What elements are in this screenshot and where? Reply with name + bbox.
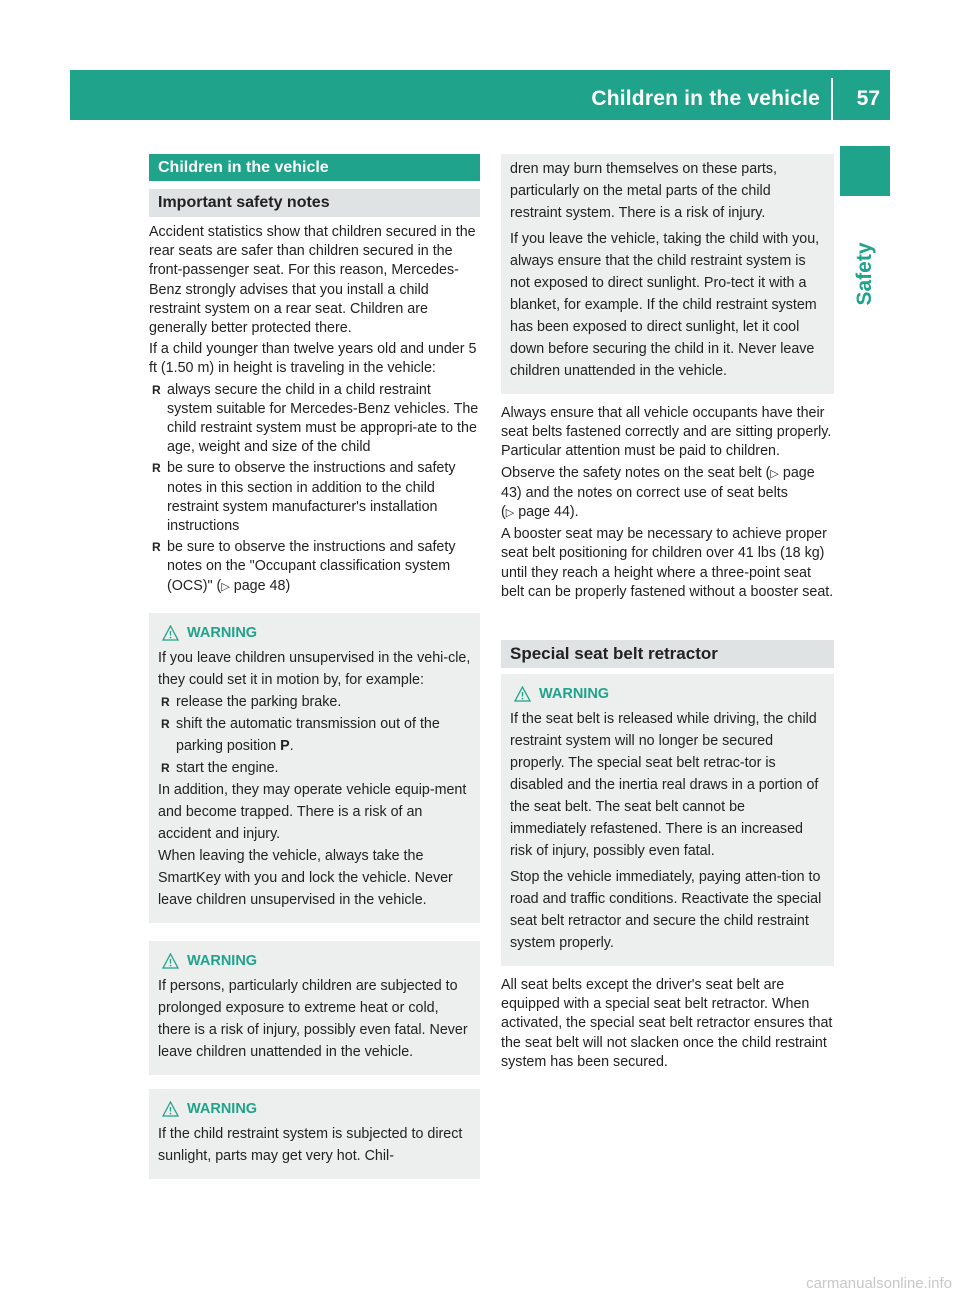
section-title: Children in the vehicle <box>149 154 480 181</box>
side-section-label: Safety <box>853 242 876 306</box>
warning-triangle-icon <box>162 1101 179 1117</box>
subsection-title-retractor: Special seat belt retractor <box>501 640 834 668</box>
page-ref-arrow-icon: ▷ <box>505 507 515 520</box>
right-column <box>501 154 834 1074</box>
warning-text: If persons, particularly children are subjected to prolonged exposure to extreme heat or cold, there is a risk of injury, possibly even fatal. Never leave children unattended in the vehicle. <box>158 977 468 1060</box>
warning-text: If the seat belt is released while driving, the child restraint system will no longer be secured properly. The special seat belt retrac-tor is disabled and the inertia real draws in a portion of the seat belt. The seat belt cannot be immediately refastened. There is an increased risk of injury, possibly even fatal. <box>510 711 819 860</box>
list-item: R be sure to observe the instructions and safety notes in this section in addition to the child restraint system manufacturer's installation instructions <box>152 460 456 535</box>
warning-heading: WARNING <box>162 623 471 643</box>
safety-bullets <box>149 381 480 597</box>
warning-text: If you leave children unsupervised in the vehi-cle, they could set it in motion by, for example: <box>158 649 471 688</box>
bullet-icon: R <box>152 382 161 397</box>
warning-text: When leaving the vehicle, always take the SmartKey with you and lock the vehicle. Never leave children unsupervised in the vehicle. <box>158 847 453 908</box>
condition-paragraph: If a child younger than twelve years old and under 5 ft (1.50 m) in height is traveling in the vehicle: <box>149 341 477 377</box>
seat-belt-reference-paragraph: Observe the safety notes on the seat belt (▷ page 43) and the notes on correct use of seat belts (▷ page 44). <box>501 464 815 521</box>
warning-box-sunlight-continued <box>501 154 834 394</box>
header-divider <box>831 78 833 120</box>
bullet-icon: R <box>161 760 170 775</box>
intro-paragraph: Accident statistics show that children secured in the rear seats are safer than children secured in the front-passenger seat. For this reason, Mercedes-Benz strongly advises that you install a child restraint system on a rear seat. Children are generally better protected there. <box>149 224 476 337</box>
list-item: R shift the automatic transmission out of the parking position P. <box>158 713 471 757</box>
warning-heading: WARNING <box>514 684 825 704</box>
list-item: R be sure to observe the instructions and safety notes on the "Occupant classification system (OCS)" (▷ page 48) <box>152 539 456 594</box>
page-ref-arrow-icon: ▷ <box>770 467 779 480</box>
page-ref-arrow-icon: ▷ <box>221 580 230 593</box>
left-column <box>149 154 480 1179</box>
warning-text: Stop the vehicle immediately, paying atten-tion to road and traffic conditions. Reactivate the special seat belt retractor and secure the child restraint system properly. <box>510 869 822 952</box>
page-reference-link[interactable]: page 48) <box>233 577 291 594</box>
warning-box-sunlight <box>149 1089 480 1179</box>
list-item: R release the parking brake. <box>158 691 471 713</box>
warning-text: In addition, they may operate vehicle equip-ment and become trapped. There is a risk of an accident and injury. <box>158 781 467 842</box>
bullet-icon: R <box>161 716 170 731</box>
warning-bullets <box>158 691 471 779</box>
header-title: Children in the vehicle <box>591 87 820 110</box>
page-reference-link[interactable]: page 43) and the notes on correct use of seat belts ( <box>501 464 815 521</box>
warning-box-unsupervised <box>149 613 480 923</box>
warning-triangle-icon <box>162 625 179 641</box>
watermark: carmanualsonline.info <box>806 1275 952 1292</box>
subsection-title-safety-notes: Important safety notes <box>149 189 480 217</box>
warning-text: If you leave the vehicle, taking the child with you, always ensure that the child restraint system is not exposed to direct sunlight. Pro-tect it with a blanket, for example. If the child restraint system has been exposed to direct sunlight, let it cool down before securing the child in it. Never leave children unattended in the vehicle. <box>510 231 820 379</box>
page-header <box>70 70 890 120</box>
retractor-paragraph: All seat belts except the driver's seat belt are equipped with a special seat belt retractor. When activated, the special seat belt retractor ensures that the seat belt will not slacken once the child restraint system has been secured. <box>501 977 833 1070</box>
warning-heading: WARNING <box>162 1099 471 1119</box>
booster-seat-paragraph: A booster seat may be necessary to achieve proper seat belt positioning for children over 41 lbs (18 kg) until they reach a height where a three-point seat belt can be properly fastened without a booster seat. <box>501 526 834 600</box>
warning-triangle-icon <box>514 686 531 702</box>
list-item: R start the engine. <box>158 757 471 779</box>
gear-letter: P <box>280 737 290 754</box>
bullet-icon: R <box>152 461 161 476</box>
list-item: R always secure the child in a child restraint system suitable for Mercedes-Benz vehicles. The child restraint system must be appropri-ate to the age, weight and size of the child <box>152 381 479 456</box>
warning-text: dren may burn themselves on these parts, particularly on the metal parts of the child restraint system. There is a risk of injury. <box>510 161 778 221</box>
warning-box-retractor <box>501 674 834 966</box>
bullet-icon: R <box>161 694 170 709</box>
occupants-paragraph: Always ensure that all vehicle occupants have their seat belts fastened correctly and are sitting properly. Particular attention must be paid to children. <box>501 405 832 460</box>
side-tab-marker <box>840 146 890 196</box>
warning-triangle-icon <box>162 953 179 969</box>
warning-box-heat <box>149 941 480 1075</box>
warning-heading: WARNING <box>162 951 471 971</box>
warning-text: If the child restraint system is subjected to direct sunlight, parts may get very hot. Chil- <box>158 1125 463 1164</box>
page-reference-link[interactable]: page 44). <box>518 504 579 521</box>
page-number: 57 <box>856 87 880 110</box>
bullet-icon: R <box>152 540 161 555</box>
